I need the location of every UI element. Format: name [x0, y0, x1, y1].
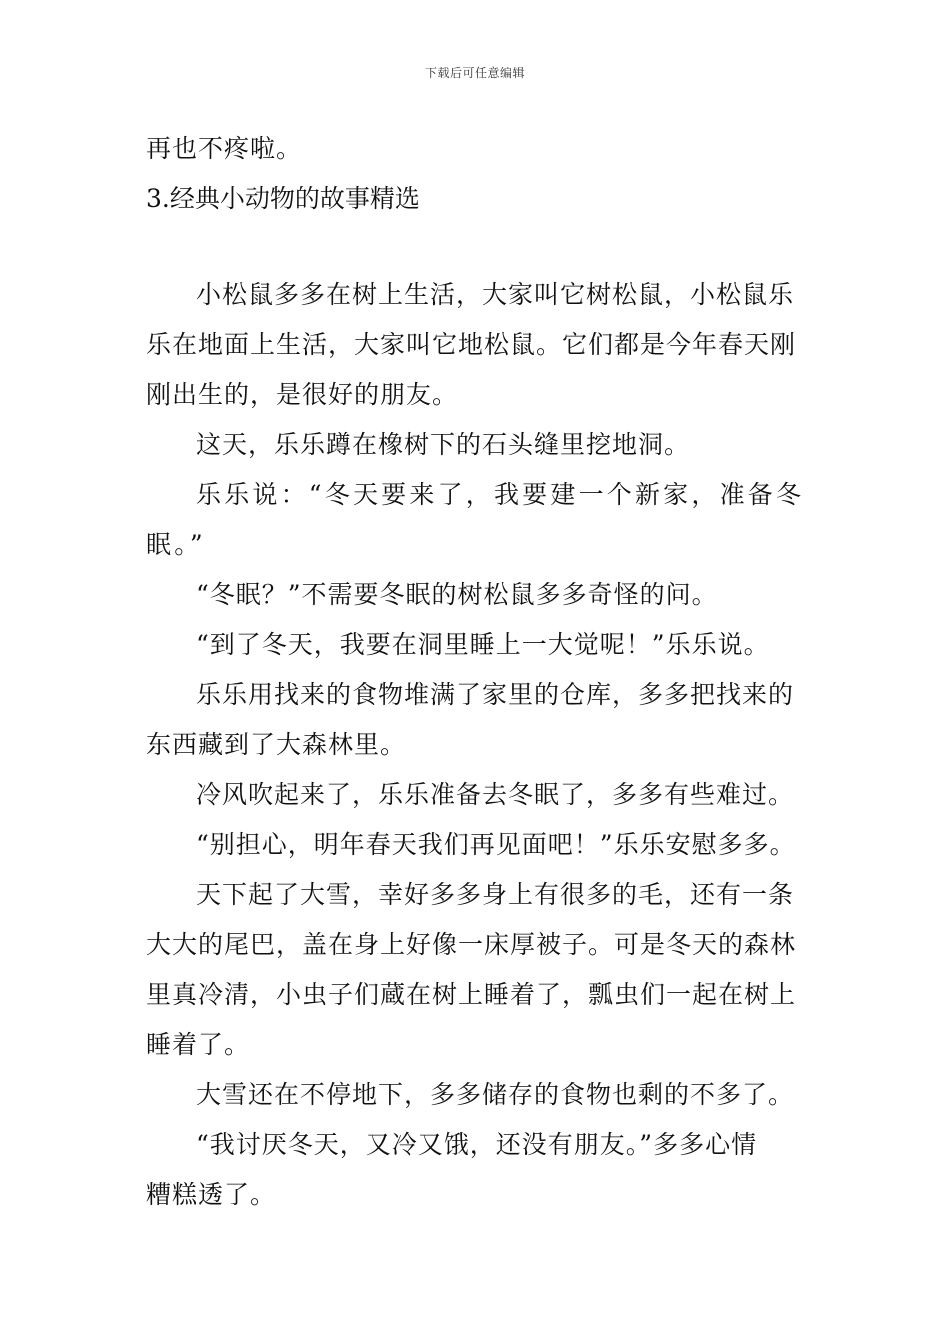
text-line: “别担心，明年春天我们再见面吧！”乐乐安慰多多。: [196, 830, 796, 859]
paragraph-4: [146, 570, 806, 620]
paragraph-5: [146, 620, 806, 670]
text-line: 小松鼠多多在树上生活，大家叫它树松鼠，小松鼠乐: [196, 280, 795, 309]
text-line: 眠。”: [146, 530, 206, 559]
paragraph-10: [146, 1070, 806, 1120]
paragraph-9: [146, 870, 806, 1070]
page-header: 下载后可任意编辑: [424, 66, 525, 80]
text-line: 大雪还在不停地下，多多储存的食物也剩的不多了。: [196, 1080, 795, 1109]
text-line: “冬眠？”不需要冬眠的树松鼠多多奇怪的问。: [196, 580, 718, 609]
paragraph-7: [146, 770, 806, 820]
paragraph-11: [146, 1120, 806, 1220]
paragraph-3: [146, 470, 806, 570]
text-line: 里真冷清，小虫子们蔵在树上睡着了，瓢虫们一起在树上: [146, 980, 797, 1009]
paragraph-1: [146, 270, 806, 420]
text-line: 冷风吹起来了，乐乐准备去冬眠了，多多有些难过。: [196, 780, 795, 809]
text-line: 乐在地面上生活，大家叫它地松鼠。它们都是今年春天刚: [146, 330, 797, 359]
text-line: “到了冬天，我要在洞里睡上一大觉呢！”乐乐说。: [196, 630, 770, 659]
document-body: [146, 124, 806, 1220]
continuation-line: 再也不疼啦。: [146, 134, 303, 163]
text-line: 天下起了大雪，幸好多多身上有很多的毛，还有一条: [196, 880, 795, 909]
section-title: 3.经典小动物的故事精选: [146, 184, 420, 213]
text-line: 刚出生的，是很好的朋友。: [146, 380, 459, 409]
paragraph-8: [146, 820, 806, 870]
text-line: 东西藏到了大森林里。: [146, 730, 407, 759]
text-line: 睡着了。: [146, 1030, 251, 1059]
spacer: [146, 224, 806, 270]
paragraph-2: [146, 420, 806, 470]
text-line: 大大的尾巴，盖在身上好像一床厚被子。可是冬天的森林: [146, 930, 797, 959]
paragraph-6: [146, 670, 806, 770]
text-line: 乐乐说：“冬天要来了，我要建一个新家，准备冬: [196, 480, 805, 509]
text-line: 糟糕透了。: [146, 1180, 277, 1209]
text-line: 乐乐用找来的食物堆满了家里的仓库，多多把找来的: [196, 680, 795, 709]
text-line: 这天，乐乐蹲在橡树下的石头缝里挖地洞。: [196, 430, 691, 459]
text-line: “我讨厌冬天，又冷又饿，还没有朋友。”多多心情: [196, 1130, 758, 1159]
